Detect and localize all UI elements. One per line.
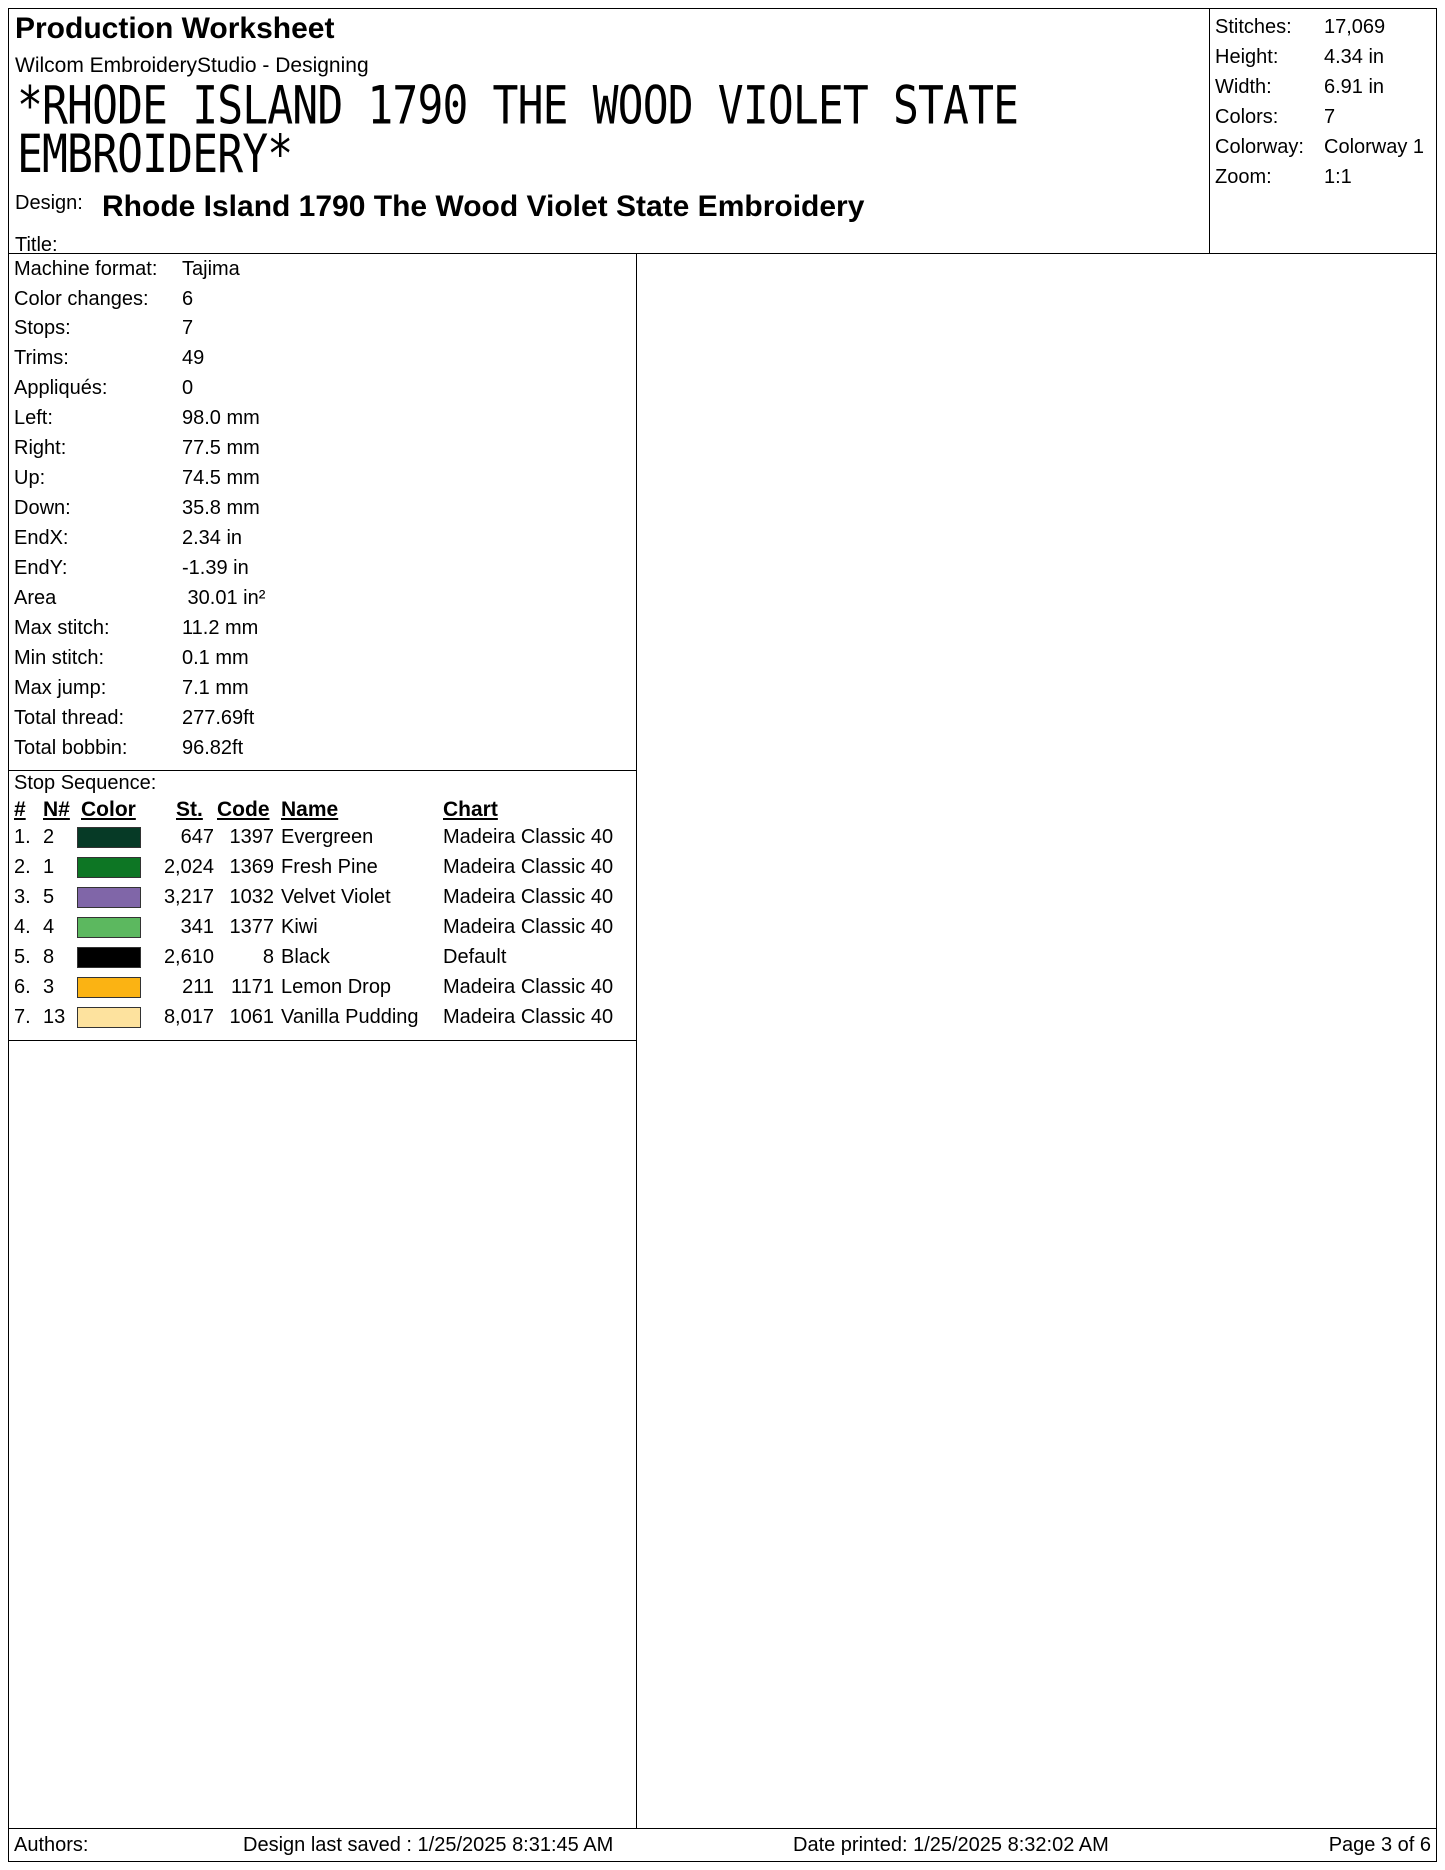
stop-sequence-table bbox=[9, 770, 636, 1041]
stop-num: 1. bbox=[14, 826, 31, 848]
stop-num: 7. bbox=[14, 1006, 31, 1028]
detail-value: 7 bbox=[182, 317, 194, 339]
stop-sequence-title: Stop Sequence: bbox=[14, 772, 157, 794]
detail-label: Up: bbox=[14, 467, 46, 489]
detail-label: EndY: bbox=[14, 557, 68, 579]
color-swatch bbox=[77, 857, 141, 878]
detail-label: Color changes: bbox=[14, 288, 149, 310]
stop-chart: Madeira Classic 40 bbox=[443, 826, 614, 848]
footer-authors: Authors: bbox=[14, 1834, 89, 1856]
design-name-large-line2: EMBROIDERY* bbox=[17, 123, 293, 185]
stop-chart: Madeira Classic 40 bbox=[443, 856, 614, 878]
stop-code: 1171 bbox=[230, 976, 274, 998]
detail-value: 96.82ft bbox=[182, 737, 244, 759]
detail-value: 77.5 mm bbox=[182, 437, 260, 459]
stop-code: 1397 bbox=[229, 826, 274, 848]
summary-value: 1:1 bbox=[1324, 166, 1352, 188]
stop-row bbox=[9, 972, 636, 1002]
stop-row bbox=[9, 942, 636, 972]
detail-value: -1.39 in bbox=[182, 557, 249, 579]
stop-color-name: Black bbox=[281, 946, 330, 968]
detail-label: EndX: bbox=[14, 527, 69, 549]
stop-stitches: 647 bbox=[180, 826, 214, 848]
detail-label: Trims: bbox=[14, 347, 69, 369]
detail-label: Machine format: bbox=[14, 258, 158, 280]
stop-chart: Madeira Classic 40 bbox=[443, 886, 614, 908]
color-swatch bbox=[77, 947, 141, 968]
detail-value: 0.1 mm bbox=[182, 647, 249, 669]
column-header-name: Name bbox=[281, 798, 339, 821]
stop-stitches: 341 bbox=[180, 916, 214, 938]
color-swatch bbox=[77, 1007, 141, 1028]
stop-stitches: 2,610 bbox=[163, 946, 214, 968]
detail-label: Left: bbox=[14, 407, 53, 429]
column-header-needle: N# bbox=[43, 798, 70, 821]
summary-panel bbox=[1209, 9, 1436, 253]
summary-label: Zoom: bbox=[1215, 166, 1272, 188]
stop-needle: 2 bbox=[43, 826, 55, 848]
color-swatch bbox=[77, 977, 141, 998]
stop-chart: Madeira Classic 40 bbox=[443, 1006, 614, 1028]
design-name-large bbox=[17, 74, 1032, 185]
stop-num: 5. bbox=[14, 946, 31, 968]
stop-code: 1377 bbox=[229, 916, 274, 938]
summary-value: 6.91 in bbox=[1324, 76, 1385, 98]
column-header-stitches: St. bbox=[176, 798, 203, 821]
stop-code: 1369 bbox=[229, 856, 274, 878]
stop-needle: 8 bbox=[43, 946, 55, 968]
stop-num: 6. bbox=[14, 976, 31, 998]
detail-label: Max stitch: bbox=[14, 617, 110, 639]
left-column bbox=[9, 253, 637, 1828]
worksheet-header bbox=[9, 9, 1436, 254]
detail-value: 277.69ft bbox=[182, 707, 255, 729]
detail-value: 0 bbox=[182, 377, 194, 399]
detail-label: Right: bbox=[14, 437, 67, 459]
summary-value: Colorway 1 bbox=[1324, 136, 1425, 158]
detail-label: Stops: bbox=[14, 317, 71, 339]
stop-color-name: Evergreen bbox=[281, 826, 374, 848]
stop-needle: 5 bbox=[43, 886, 55, 908]
stop-stitches: 2,024 bbox=[163, 856, 214, 878]
stop-num: 3. bbox=[14, 886, 31, 908]
stop-chart: Madeira Classic 40 bbox=[443, 916, 614, 938]
worksheet-page bbox=[8, 8, 1437, 1862]
header-info bbox=[9, 9, 1209, 256]
column-header-num: # bbox=[14, 798, 26, 821]
stop-stitches: 8,017 bbox=[163, 1006, 214, 1028]
stop-row bbox=[9, 882, 636, 912]
detail-label: Min stitch: bbox=[14, 647, 105, 669]
summary-label: Width: bbox=[1215, 76, 1272, 98]
detail-label: Total thread: bbox=[14, 707, 125, 729]
footer-page-number: Page 3 of 6 bbox=[1328, 1834, 1431, 1856]
stop-needle: 13 bbox=[43, 1006, 66, 1028]
stop-code: 8 bbox=[262, 946, 274, 968]
detail-label: Max jump: bbox=[14, 677, 107, 699]
stop-row bbox=[9, 912, 636, 942]
footer-date-printed: Date printed: 1/25/2025 8:32:02 AM bbox=[793, 1834, 1109, 1856]
worksheet-footer bbox=[9, 1828, 1436, 1862]
footer-last-saved: Design last saved : 1/25/2025 8:31:45 AM bbox=[243, 1834, 614, 1856]
stop-row bbox=[9, 852, 636, 882]
title-label: Title: bbox=[15, 234, 58, 256]
stop-color-name: Vanilla Pudding bbox=[281, 1006, 419, 1028]
stop-needle: 4 bbox=[43, 916, 55, 938]
stop-color-name: Lemon Drop bbox=[281, 976, 392, 998]
detail-value: 7.1 mm bbox=[182, 677, 249, 699]
stop-stitches: 3,217 bbox=[163, 886, 214, 908]
detail-label: Down: bbox=[14, 497, 71, 519]
stop-color-name: Velvet Violet bbox=[281, 886, 391, 908]
detail-value: 11.2 mm bbox=[182, 617, 259, 639]
stop-num: 2. bbox=[14, 856, 31, 878]
detail-value: 35.8 mm bbox=[182, 497, 260, 519]
detail-value: 6 bbox=[182, 288, 194, 310]
summary-label: Stitches: bbox=[1215, 16, 1292, 38]
detail-label: Total bobbin: bbox=[14, 737, 128, 759]
summary-label: Colorway: bbox=[1215, 136, 1304, 158]
column-header-chart: Chart bbox=[443, 798, 498, 821]
stop-needle: 3 bbox=[43, 976, 55, 998]
summary-label: Colors: bbox=[1215, 106, 1279, 128]
summary-label: Height: bbox=[1215, 46, 1279, 68]
color-swatch bbox=[77, 827, 141, 848]
software-name: Wilcom EmbroideryStudio - Designing bbox=[15, 54, 369, 77]
stop-chart: Madeira Classic 40 bbox=[443, 976, 614, 998]
summary-value: 7 bbox=[1324, 106, 1336, 128]
summary-value: 17,069 bbox=[1324, 16, 1386, 38]
stop-code: 1061 bbox=[229, 1006, 274, 1028]
detail-value: 30.01 in² bbox=[182, 587, 266, 609]
design-value: Rhode Island 1790 The Wood Violet State Embroidery bbox=[102, 190, 865, 223]
color-swatch bbox=[77, 887, 141, 908]
column-header-code: Code bbox=[217, 798, 270, 821]
detail-value: Tajima bbox=[182, 258, 240, 280]
machine-details bbox=[9, 253, 636, 771]
stop-row bbox=[9, 822, 636, 852]
stop-color-name: Fresh Pine bbox=[281, 856, 378, 878]
stop-code: 1032 bbox=[229, 886, 274, 908]
stop-stitches: 211 bbox=[182, 976, 214, 998]
detail-label: Area bbox=[14, 587, 57, 609]
design-name-large-line1: *RHODE ISLAND 1790 THE WOOD VIOLET STATE bbox=[17, 74, 1019, 137]
design-label: Design: bbox=[15, 192, 83, 214]
detail-value: 49 bbox=[182, 347, 205, 369]
stop-num: 4. bbox=[14, 916, 31, 938]
detail-value: 74.5 mm bbox=[182, 467, 260, 489]
stop-color-name: Kiwi bbox=[281, 916, 318, 938]
worksheet-title: Production Worksheet bbox=[15, 12, 335, 45]
detail-label: Appliqués: bbox=[14, 377, 108, 399]
stop-row bbox=[9, 1002, 636, 1032]
summary-value: 4.34 in bbox=[1324, 46, 1385, 68]
stop-needle: 1 bbox=[43, 856, 55, 878]
column-header-color: Color bbox=[81, 798, 136, 821]
color-swatch bbox=[77, 917, 141, 938]
detail-value: 2.34 in bbox=[182, 527, 243, 549]
stop-chart: Default bbox=[443, 946, 507, 968]
detail-value: 98.0 mm bbox=[182, 407, 260, 429]
